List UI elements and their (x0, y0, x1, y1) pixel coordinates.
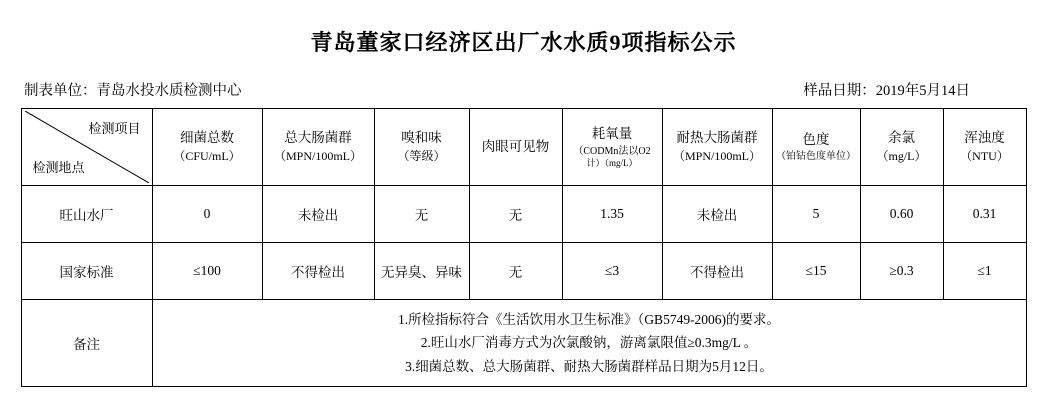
table-cell: 无 (374, 186, 469, 243)
table-cell: 0.60 (860, 186, 943, 243)
table-cell: ≤15 (772, 243, 860, 300)
corner-top-label: 检测项目 (88, 121, 141, 136)
note-line: 2.旺山水厂消毒方式为次氯酸钠，游离氯限值≥0.3mg/L 。 (420, 335, 758, 351)
note-line: 3.细菌总数、总大肠菌群、耐热大肠菌群样品日期为5月12日。 (405, 358, 773, 374)
column-header-sub: （MPN/100mL） (672, 149, 761, 164)
column-header-sub: （等级） (397, 149, 446, 164)
sample-date-label: 样品日期：2019年5月14日 (803, 83, 970, 99)
column-header-main: 细菌总数 (180, 130, 234, 146)
row-label: 旺山水厂 (21, 186, 152, 243)
table-cell: 不得检出 (662, 243, 772, 300)
column-header-main: 嗅和味 (401, 130, 442, 146)
column-header-cell (860, 109, 943, 186)
column-header-cell (469, 109, 562, 186)
document-meta (0, 61, 1047, 108)
table-cell: 1.35 (562, 186, 662, 243)
water-quality-table (21, 108, 1027, 387)
column-header-cell (943, 109, 1026, 186)
table-notes-row (21, 300, 1026, 387)
page-title: 青岛董家口经济区出厂水水质9项指标公示 (310, 30, 737, 55)
table-cell: ≤3 (562, 243, 662, 300)
table-header-row (21, 109, 1026, 186)
table-cell: 未检出 (262, 186, 374, 243)
table-row (21, 186, 1026, 243)
column-header-cell (772, 109, 860, 186)
row-label: 国家标准 (21, 243, 152, 300)
note-line: 1.所检指标符合《生活饮用水卫生标准》（GB5749-2006)的要求。 (397, 311, 781, 327)
column-header-cell (562, 109, 662, 186)
column-header-main: 色度 (802, 132, 830, 148)
column-header-main: 浑浊度 (964, 130, 1005, 146)
notes-label: 备注 (21, 300, 152, 387)
column-header-cell (152, 109, 262, 186)
column-header-sub: （NTU） (960, 149, 1009, 164)
column-header-sub-tiny: 计）（mg/L） (586, 158, 638, 169)
table-row (21, 243, 1026, 300)
column-header-main: 余氯 (888, 130, 915, 146)
column-header-main: 总大肠菌群 (284, 130, 352, 146)
corner-header-cell (21, 109, 152, 186)
table-cell: 0.31 (943, 186, 1026, 243)
table-cell: ≤100 (152, 243, 262, 300)
table-cell: 未检出 (662, 186, 772, 243)
column-header-sub-small: （CODMn法以O2 (573, 145, 651, 157)
column-header-sub: （mg/L） (876, 149, 927, 164)
corner-bottom-label: 检测地点 (32, 160, 85, 175)
table-cell: 无异臭、异味 (374, 243, 469, 300)
table-cell: 5 (772, 186, 860, 243)
column-header-cell (374, 109, 469, 186)
column-header-main: 耐热大肠菌群 (676, 130, 758, 146)
column-header-main: 耗氧量 (591, 126, 633, 142)
table-cell: 无 (469, 243, 562, 300)
table-cell: 不得检出 (262, 243, 374, 300)
column-header-sub: （MPN/100mL） (273, 149, 362, 164)
column-header-cell (662, 109, 772, 186)
table-cell: ≤1 (943, 243, 1026, 300)
table-cell: ≥0.3 (860, 243, 943, 300)
column-header-sub-small: （铂钴色度单位） (776, 151, 856, 163)
column-header-main: 肉眼可见物 (481, 138, 550, 154)
table-cell: 无 (469, 186, 562, 243)
notes-content (152, 300, 1026, 387)
column-header-sub: （CFU/mL） (173, 149, 241, 164)
prepared-by-label: 制表单位：青岛水投水质检测中心 (24, 83, 242, 99)
table-cell: 0 (152, 186, 262, 243)
column-header-cell (262, 109, 374, 186)
